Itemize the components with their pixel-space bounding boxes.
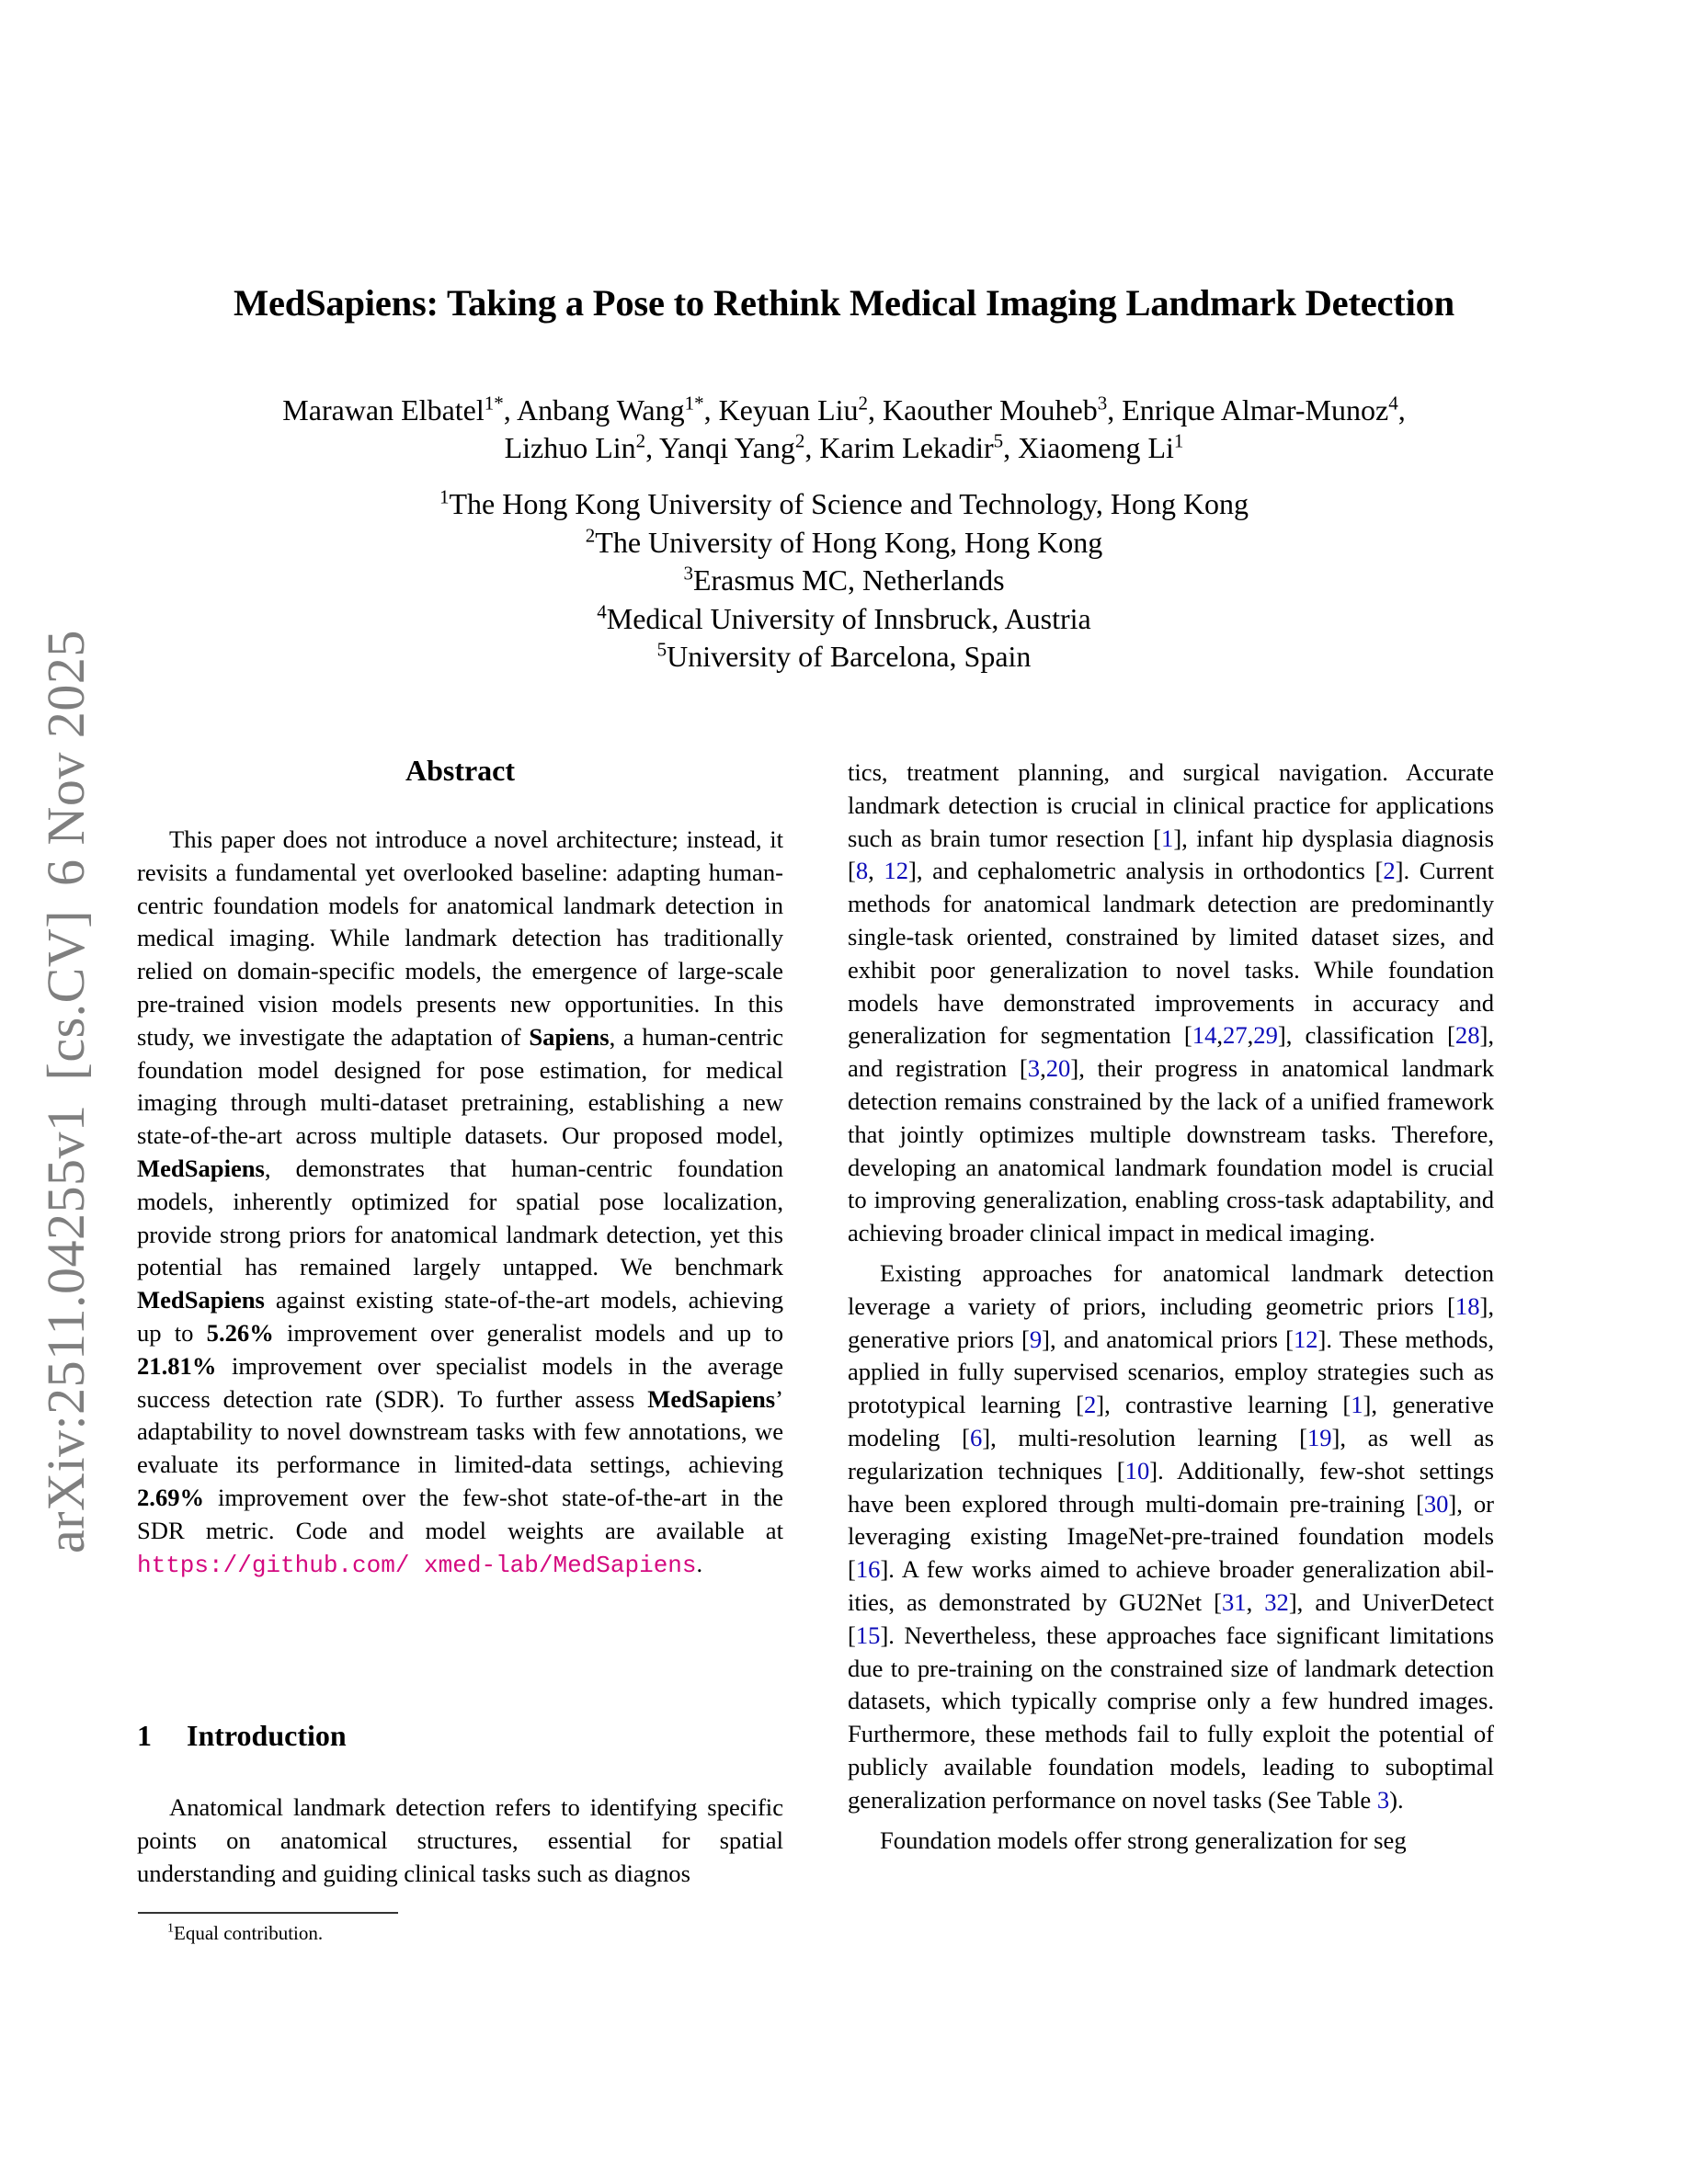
- keyword-sapiens: Sapiens: [529, 1022, 610, 1051]
- citation[interactable]: 18: [1454, 1291, 1480, 1320]
- author: Karim Lekadir$^5$,: [819, 429, 1019, 464]
- intro-body-right: [848, 756, 1494, 1857]
- affiliation: $^4$Medical University of Innsbruck, Austria: [597, 599, 1091, 635]
- abstract-heading: Abstract: [405, 754, 516, 787]
- author-list: [0, 392, 1688, 467]
- footnote: $^1$Equal contribution.: [167, 1921, 324, 1944]
- citation[interactable]: 12: [1293, 1325, 1318, 1353]
- author: Kaouther Mouheb$^3$,: [883, 392, 1123, 427]
- citation[interactable]: 15: [855, 1621, 881, 1649]
- citation[interactable]: 1: [1161, 824, 1174, 852]
- section-number: 1: [137, 1719, 152, 1752]
- author: Lizhuo Lin$^2$,: [504, 429, 659, 464]
- affiliation: $^1$The Hong Kong University of Science and Technology, Hong Kong: [439, 485, 1249, 520]
- intro-paragraph-foundation-models: Foundation models offer strong generalization for seg: [880, 1826, 1407, 1854]
- citation[interactable]: 28: [1454, 1021, 1480, 1050]
- arxiv-id: arXiv:2511.04255v1: [36, 1104, 96, 1553]
- author: Marawan Elbatel$^{1*}$,: [282, 392, 517, 427]
- citation[interactable]: 30: [1423, 1489, 1449, 1518]
- github-link[interactable]: https://github.com/ xmed-lab/MedSapiens: [137, 1551, 697, 1579]
- citation[interactable]: 14: [1192, 1021, 1217, 1050]
- citation[interactable]: 19: [1306, 1423, 1332, 1451]
- citation[interactable]: 8: [855, 857, 869, 885]
- footnote-divider: [138, 1912, 398, 1914]
- stat-specialist-improvement: 21.81%: [137, 1351, 217, 1380]
- intro-paragraph-continued: tics, treatment planning, and surgical navigation. Accurate landmark detection is crucial in clinical practice for applications such as brain tumor resection [1], infant hip dysplasia diagnosis [8, 12], and cephalometric analysis in orthodontics [2]. Current methods for anatomical landmark detection are predominantly single-task oriented, constrained by limited dataset sizes, and exhibit poor generalization to novel tasks. While foundation models have demonstrated improvements in accuracy and generalization for segmentation [14,27,29], classification [28], and registration [3,20], their progress in anatomical landmark detection remains constrained by the lack of a unified framework that jointly optimizes multiple downstream tasks. Therefore, developing an anatomical landmark foundation model is crucial to improving generalization, enabling cross-task adaptability, and achieving broader clinical impact in medical imaging.: [848, 758, 1495, 1247]
- paper-title: MedSapiens: Taking a Pose to Rethink Medical Imaging Landmark Detection: [233, 282, 1454, 324]
- keyword-medsapiens: MedSapiens: [647, 1384, 776, 1413]
- abstract-paragraph: This paper does not introduce a novel architecture; instead, it revisits a fundamental yet overlooked baseline: adapting human-centric foundation models for anatomical landmark detection in medical imaging. While landmark detection has traditionally relied on domain-specific models, the emergence of large-scale pre-trained vision models presents new opportunities. In this study, we investigate the adaptation of Sapiens, a human-centric foundation model designed for pose estimation, for medical imaging through multi-dataset pretraining, establishing a new state-of-the-art across multiple datasets. Our proposed model, MedSapiens, demonstrates that human-centric foundation models, inherently optimized for spatial pose localization, provide strong priors for anatomical landmark detection, yet this potential has remained largely untapped. We benchmark MedSapiens against existing state-of-the-art models, achieving up to 5.26% improvement over generalist models and up to 21.81% improvement over specialist models in the average success detection rate (SDR). To further assess MedSapiens’ adaptability to novel downstream tasks with few annotations, we evaluate its performance in limited-data settings, achieving 2.69% improvement over the few-shot state-of-the-art in the SDR metric. Code and model weights are available at https://github.com/ xmed-lab/MedSapiens.: [137, 825, 784, 1579]
- intro-body-left: [137, 1792, 783, 1890]
- affiliation: $^2$The University of Hong Kong, Hong Kong: [585, 523, 1103, 559]
- author: Keyuan Liu$^2$,: [718, 392, 884, 427]
- keyword-medsapiens: MedSapiens: [137, 1154, 265, 1182]
- intro-paragraph-existing-approaches: Existing approaches for anatomical landmark detection leverage a variety of priors, including geometric priors [18], generative priors [9], and anatomical priors [12]. These methods, applied in fully supervised scenarios, employ strategies such as prototypical learning [2], contrastive learning [1], generative modeling [6], multi-resolution learning [19], as well as regularization techniques [10]. Additionally, few-shot settings have been explored through multi-domain pre-training [30], or leveraging existing ImageNet-pre-trained foundation models [16]. A few works aimed to achieve broader generalization abilities, as demonstrated by GU2Net [31, 32], and UniverDetect [15]. Nevertheless, these approaches face significant limitations due to pre-training on the constrained size of landmark detection datasets, which typically comprise only a few hundred images. Furthermore, these methods fail to fully exploit the potential of publicly available foundation models, leading to suboptimal generalization performance on novel tasks (See Table 3).: [848, 1258, 1495, 1814]
- affiliation: $^5$University of Barcelona, Spain: [656, 638, 1032, 673]
- citation[interactable]: 20: [1045, 1054, 1071, 1083]
- citation[interactable]: 16: [855, 1555, 881, 1584]
- citation[interactable]: 27: [1223, 1021, 1248, 1050]
- citation[interactable]: 2: [1383, 857, 1396, 885]
- author: Xiaomeng Li$^1$: [1018, 429, 1184, 464]
- citation[interactable]: 29: [1253, 1021, 1278, 1050]
- abstract-body: [137, 824, 783, 1582]
- stat-generalist-improvement: 5.26%: [206, 1318, 274, 1347]
- citation[interactable]: 2: [1083, 1391, 1097, 1419]
- citation[interactable]: 3: [1027, 1054, 1041, 1083]
- affiliation: $^3$Erasmus MC, Netherlands: [683, 562, 1005, 597]
- intro-paragraph: Anatomical landmark detection refers to identifying specific points on anatomical structures, essential for spatial understanding and guiding clinical tasks such as diagnos: [137, 1793, 783, 1887]
- author: Anbang Wang$^{1*}$,: [516, 392, 719, 427]
- table-reference[interactable]: 3: [1376, 1785, 1390, 1814]
- affiliation-list: [0, 485, 1688, 677]
- section-title: Introduction: [187, 1719, 347, 1752]
- citation[interactable]: 12: [884, 857, 909, 885]
- citation[interactable]: 1: [1351, 1391, 1363, 1419]
- citation[interactable]: 10: [1124, 1456, 1150, 1484]
- author: Enrique Almar-Munoz$^4$,: [1122, 392, 1406, 427]
- keyword-medsapiens: MedSapiens: [137, 1286, 265, 1314]
- stat-fewshot-improvement: 2.69%: [137, 1483, 205, 1511]
- citation[interactable]: 6: [969, 1423, 983, 1451]
- arxiv-category: [cs.CV]: [36, 909, 96, 1081]
- citation[interactable]: 9: [1029, 1325, 1043, 1353]
- arxiv-date: 6 Nov 2025: [36, 630, 96, 886]
- arxiv-stamp: [35, 606, 97, 1553]
- section-heading-introduction: [137, 1719, 347, 1753]
- citation[interactable]: 32: [1264, 1587, 1289, 1616]
- author-line-1: [0, 392, 1688, 429]
- author: Yanqi Yang$^2$,: [658, 429, 820, 464]
- author-line-2: [0, 429, 1688, 467]
- citation[interactable]: 31: [1221, 1587, 1247, 1616]
